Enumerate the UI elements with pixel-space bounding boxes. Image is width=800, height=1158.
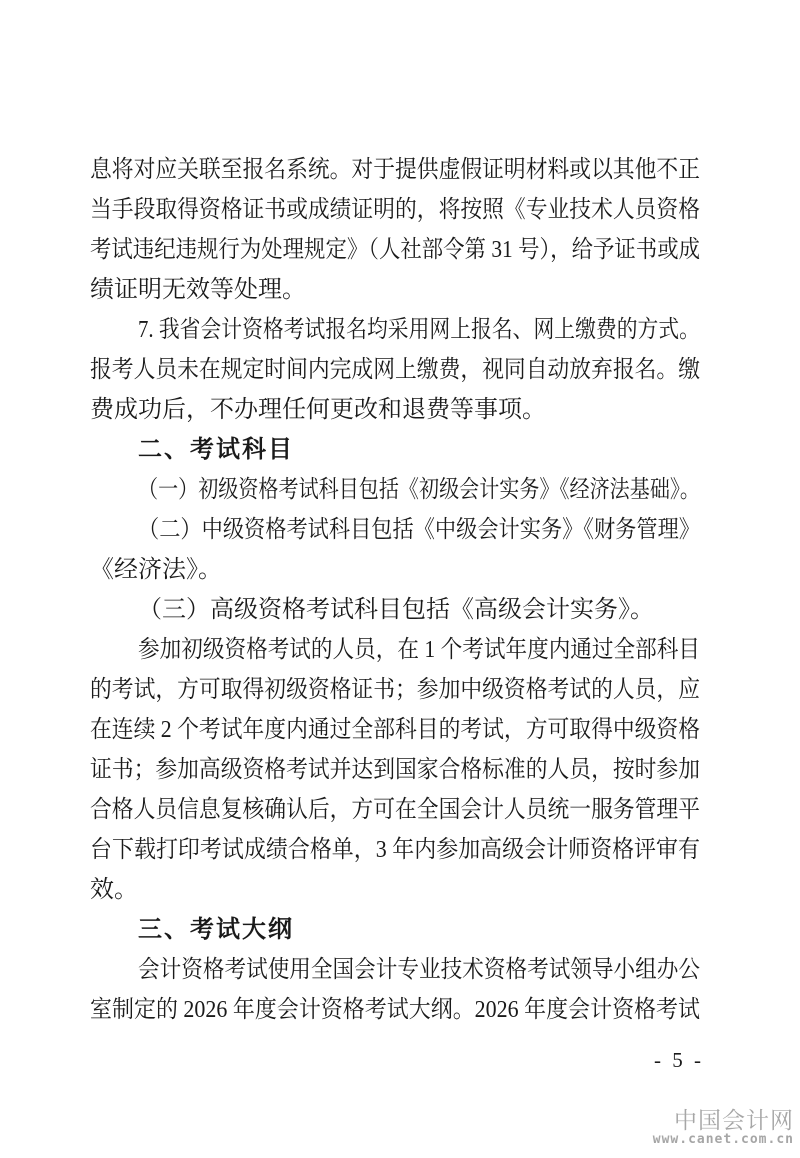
- text-line-content: 合格人员信息复核确认后，方可在全国会计人员统一服务管理平: [90, 797, 700, 823]
- text-line-content: 参加初级资格考试的人员，在 1 个考试年度内通过全部科目: [138, 637, 700, 663]
- text-line: [90, 350, 700, 390]
- watermark-site-url: www.canet.com.cn: [652, 1132, 794, 1148]
- text-line-content: （二）中级资格考试科目包括《中级会计实务》《财务管理》: [138, 517, 700, 543]
- text-line: [90, 390, 700, 430]
- text-line-content: 证书；参加高级资格考试并达到国家合格标准的人员，按时参加: [90, 757, 700, 783]
- page-number: - 5 -: [654, 1048, 704, 1072]
- text-line-content: 当手段取得资格证书或成绩证明的，将按照《专业技术人员资格: [90, 197, 700, 223]
- text-line-content: 7. 我省会计资格考试报名均采用网上报名、网上缴费的方式。: [138, 317, 700, 343]
- text-line: [90, 190, 700, 230]
- text-line: [90, 270, 700, 310]
- text-line: [90, 150, 700, 190]
- text-line-content: 在连续 2 个考试年度内通过全部科目的考试，方可取得中级资格: [90, 717, 700, 743]
- watermark-site-name: 中国会计网: [674, 1107, 794, 1133]
- text-line: [90, 870, 700, 910]
- text-line-content: 室制定的 2026 年度会计资格考试大纲。2026 年度会计资格考试: [90, 997, 700, 1023]
- text-line-content: 三、考试大纲: [138, 916, 294, 943]
- text-line: [90, 550, 700, 590]
- text-line-content: 《经济法》。: [90, 557, 222, 583]
- text-line-content: 效。: [90, 877, 138, 903]
- text-line: [90, 750, 700, 790]
- text-line: [90, 590, 700, 630]
- text-line-content: 息将对应关联至报名系统。对于提供虚假证明材料或以其他不正: [90, 157, 700, 183]
- text-line-content: 会计资格考试使用全国会计专业技术资格考试领导小组办公: [138, 957, 700, 983]
- text-line: [90, 510, 700, 550]
- text-line-content: 二、考试科目: [138, 436, 294, 463]
- text-line-content: （一）初级资格考试科目包括《初级会计实务》《经济法基础》。: [138, 477, 700, 503]
- text-line-content: （三）高级资格考试科目包括《高级会计实务》。: [138, 597, 654, 623]
- text-line: [90, 670, 700, 710]
- text-line: [90, 830, 700, 870]
- text-line-content: 绩证明无效等处理。: [90, 277, 306, 303]
- document-body: [90, 150, 700, 1030]
- text-line: [90, 710, 700, 750]
- text-line: [90, 470, 700, 510]
- text-line: [90, 230, 700, 270]
- text-line-content: 费成功后，不办理任何更改和退费等事项。: [90, 397, 546, 423]
- section-heading: [90, 430, 700, 470]
- text-line: [90, 990, 700, 1030]
- text-line-content: 考试违纪违规行为处理规定》（人社部令第 31 号），给予证书或成: [90, 237, 700, 263]
- text-line: [90, 950, 700, 990]
- text-line: [90, 790, 700, 830]
- watermark: [653, 1108, 794, 1148]
- section-heading: [90, 910, 700, 950]
- text-line-content: 报考人员未在规定时间内完成网上缴费，视同自动放弃报名。缴: [90, 357, 700, 383]
- text-line: [90, 630, 700, 670]
- text-line: [90, 310, 700, 350]
- text-line-content: 的考试，方可取得初级资格证书；参加中级资格考试的人员，应: [90, 677, 700, 703]
- text-line-content: 台下载打印考试成绩合格单，3 年内参加高级会计师资格评审有: [90, 837, 700, 863]
